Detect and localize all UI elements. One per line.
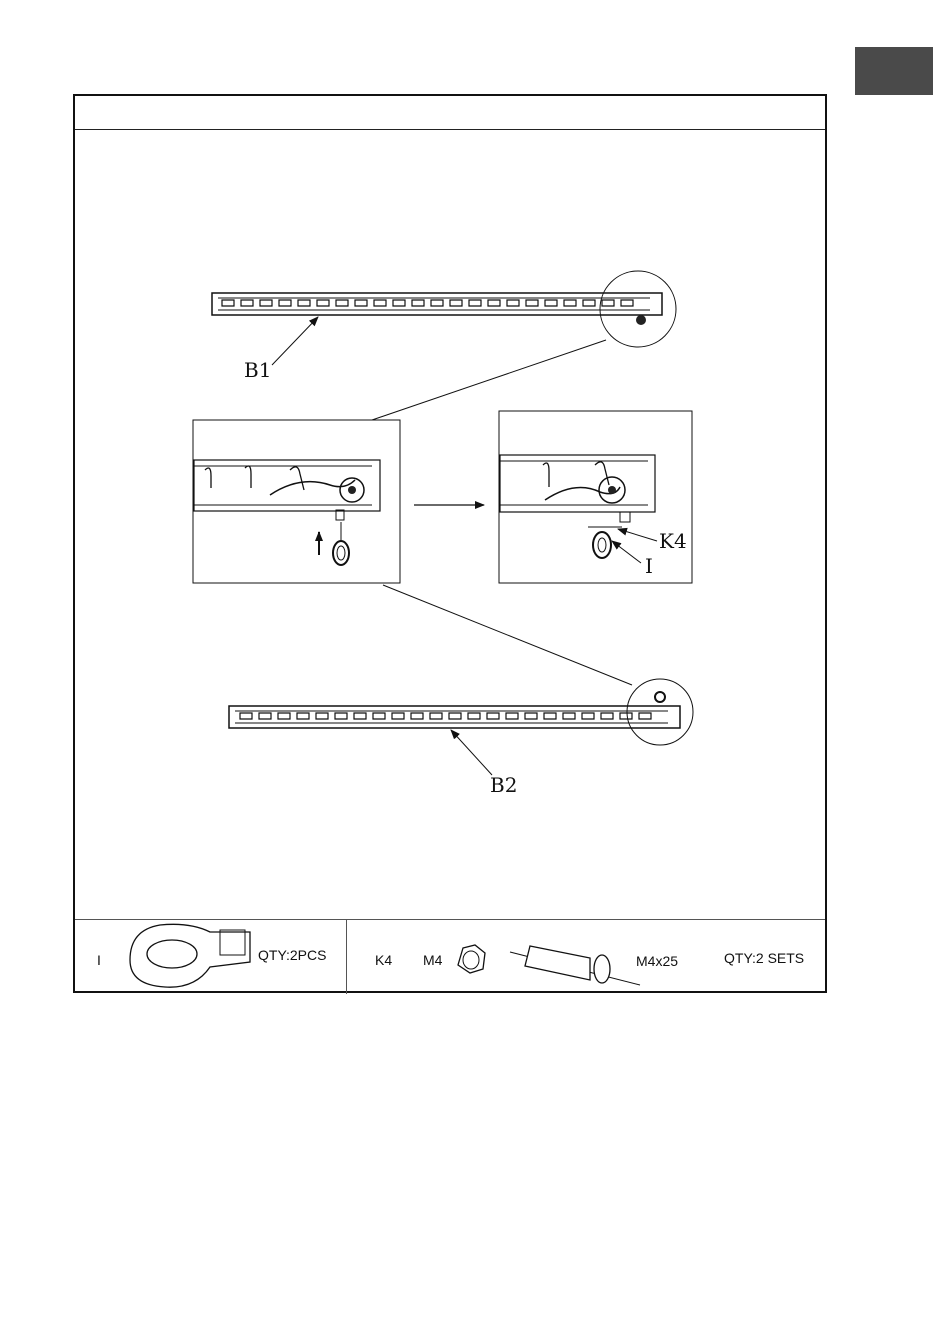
detail-after <box>499 411 692 583</box>
callout-b1-leader <box>272 317 318 365</box>
callout-k4: K4 <box>659 529 687 553</box>
rail-b1 <box>212 271 676 347</box>
part-k4-code: K4 <box>375 952 393 968</box>
part-i-qty: QTY:2PCS <box>258 947 327 963</box>
rail-b2 <box>229 679 693 745</box>
part-nut-size: M4 <box>423 952 443 968</box>
callout-i: I <box>645 554 653 578</box>
part-k4-qty: QTY:2 SETS <box>724 950 805 966</box>
callout-b2: B2 <box>490 773 518 797</box>
part-i-code: I <box>97 952 101 968</box>
bolt-icon <box>510 946 640 985</box>
callout-b1: B1 <box>244 358 272 382</box>
detail-connector-line <box>372 340 606 420</box>
eye-bolt-part <box>130 924 250 987</box>
detail-connector-line <box>383 585 632 685</box>
callout-b2-leader <box>451 730 492 775</box>
hex-nut-icon <box>458 945 485 973</box>
detail-before <box>193 420 400 583</box>
part-bolt-size: M4x25 <box>636 953 679 969</box>
